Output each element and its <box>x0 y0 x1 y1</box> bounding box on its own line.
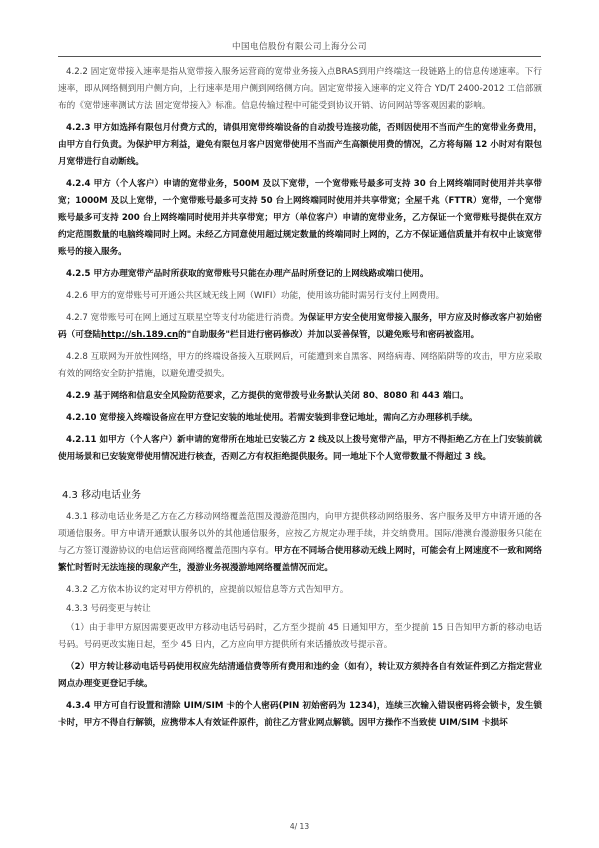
clause-4-2-7-text: 4.2.7 宽带账号可在网上通过互联星空等支付功能进行消费。 <box>66 313 300 323</box>
clause-4-3-3-item-1: （1）由于非甲方原因需要更改甲方移动电话号码时，乙方至少提前 45 日通知甲方，至少提前 15 日告知甲方新的移动电话号码。号码更改实施日起，至少 45 日内，乙方应向甲方提供所有来话播放改号提示音。 <box>58 623 542 650</box>
page-number: 4/ 13 <box>289 822 310 831</box>
header-divider <box>58 56 541 57</box>
clause-4-2-4: 4.2.4 甲方（个人客户）申请的宽带业务，500M 及以下宽带，一个宽带账号最多可支持 30 台上网终端同时使用并共享带宽；1000M 及以上宽带，一个宽带账号最多可支持 50 台上网终端同时使用并共享带宽；全屋千兆（FTTR）宽带，一个宽带账号最多可支持 200 台上网终端同时使用并共享带宽；甲方（单位客户）申请的宽带业务，乙方保证一个宽带账号提供在双方约定范围数量的电脑终端同时上网。未经乙方同意使用超过规定数量的终端同时上网的，乙方不保证通信质量并有权中止该宽带账号的接入服务。 <box>58 179 542 257</box>
clause-4-2-8: 4.2.8 互联网为开放性网络，甲方的终端设备接入互联网后，可能遭到来自黑客、网络病毒、网络陷阱等的攻击，甲方应采取有效的网络安全防护措施，以避免遭受损失。 <box>58 352 542 379</box>
clause-4-2-7-bold: 为保证甲方安全使用宽带接入服务，甲方应及时修改客户初始密码（可登陆 <box>58 313 542 340</box>
clause-4-3-1-bold: 甲方在不同场合使用移动无线上网时，可能会有上网速度不一致和网络繁忙时暂时无法连接的现象产生，漫游业务视漫游地网络覆盖情况而定。 <box>58 546 542 573</box>
clause-4-3-4: 4.3.4 甲方可自行设置和清除 UIM/SIM 卡的个人密码(PIN 初始密码为 1234)，连续三次输入错误密码将会锁卡，发生锁卡时，甲方不得自行解锁，应携带本人有效证件原件，前往乙方营业网点解锁。因甲方操作不当致使 UIM/SIM 卡损坏 <box>58 701 542 728</box>
clause-4-2-6: 4.2.6 甲方的宽带账号可开通公共区域无线上网（WIFI）功能，使用该功能时需另行支付上网费用。 <box>66 291 445 301</box>
clause-4-3-3: 4.3.3 号码变更与转让 <box>66 604 151 614</box>
clause-4-2-2: 4.2.2 固定宽带接入速率是指从宽带接入服务运营商的宽带业务接入点BRAS到用户终端这一段链路上的信息传递速率。下行速率，即从网络侧到用户侧方向，上行速率是用户侧到网络侧方向。固定宽带接入速率的定义符合 YD/T 2400-2012 工信部颁布的《宽带速率测试方法 固定宽带接入》标准。信息传输过程中可能受到协议开销、访问网站等客观因素的影响。 <box>58 67 542 111</box>
self-service-link[interactable]: http://sh.189.cn <box>100 330 179 340</box>
document-body <box>58 64 542 737</box>
clause-4-2-5: 4.2.5 甲方办理宽带产品时所获取的宽带账号只能在办理产品时所登记的上网线路或端口使用。 <box>66 269 429 279</box>
clause-4-3-1 <box>58 509 542 577</box>
clause-4-2-10: 4.2.10 宽带接入终端设备应在甲方登记安装的地址使用。若需安装到非登记地址，需向乙方办理移机手续。 <box>66 413 478 423</box>
clause-4-3-2: 4.3.2 乙方依本协议约定对甲方停机的，应提前以短信息等方式告知甲方。 <box>66 585 349 595</box>
clause-4-2-7 <box>58 310 542 344</box>
clause-4-3-3-item-2: （2）甲方转让移动电话号码使用权应先结清通信费等所有费用和违约金（如有），转让双方须持各自有效证件到乙方指定营业网点办理变更登记手续。 <box>58 662 542 689</box>
section-heading-4-3: 4.3 移动电话业务 <box>62 490 142 501</box>
clause-4-2-3: 4.2.3 甲方如选择有限包月付费方式的，请俱用宽带终端设备的自动拨号连接功能，否则因使用不当而产生的宽带业务费用，由甲方自行负责。为保护甲方利益，避免有限包月客户因宽带使用不当而产生高额使用费的情况，乙方将每隔 12 小时对有限包月宽带进行自动断线。 <box>58 123 542 167</box>
clause-4-2-11: 4.2.11 如甲方（个人客户）新申请的宽带所在地址已安装乙方 2 线及以上拨号宽带产品，甲方不得拒绝乙方在上门安装前就使用场景和已安装宽带使用情况进行核查，否则乙方有权拒绝提供服务。同一地址下个人宽带数量不得超过 3 线。 <box>58 435 542 462</box>
page-header: 中国电信股份有限公司上海分公司 <box>231 42 367 52</box>
clause-4-2-9: 4.2.9 基于网络和信息安全风险防范要求，乙方提供的宽带拨号业务默认关闭 80、8080 和 443 端口。 <box>66 391 469 401</box>
clause-4-3-1-text: 4.3.1 移动电话业务是乙方在乙方移动网络覆盖范围及漫游范围内，向甲方提供移动网络服务、客户服务及甲方申请开通的各项通信服务。甲方申请开通默认服务以外的其他通信服务，应按乙方规定办理手续，并交纳费用。国际/港澳台漫游服务只能在与乙方签订漫游协议的电信运营商网络覆盖范围内享有。 <box>58 512 542 556</box>
clause-4-2-7-bold-tail: 的"自助服务"栏目进行密码修改）并加以妥善保管，以避免账号和密码被盗用。 <box>178 330 480 340</box>
